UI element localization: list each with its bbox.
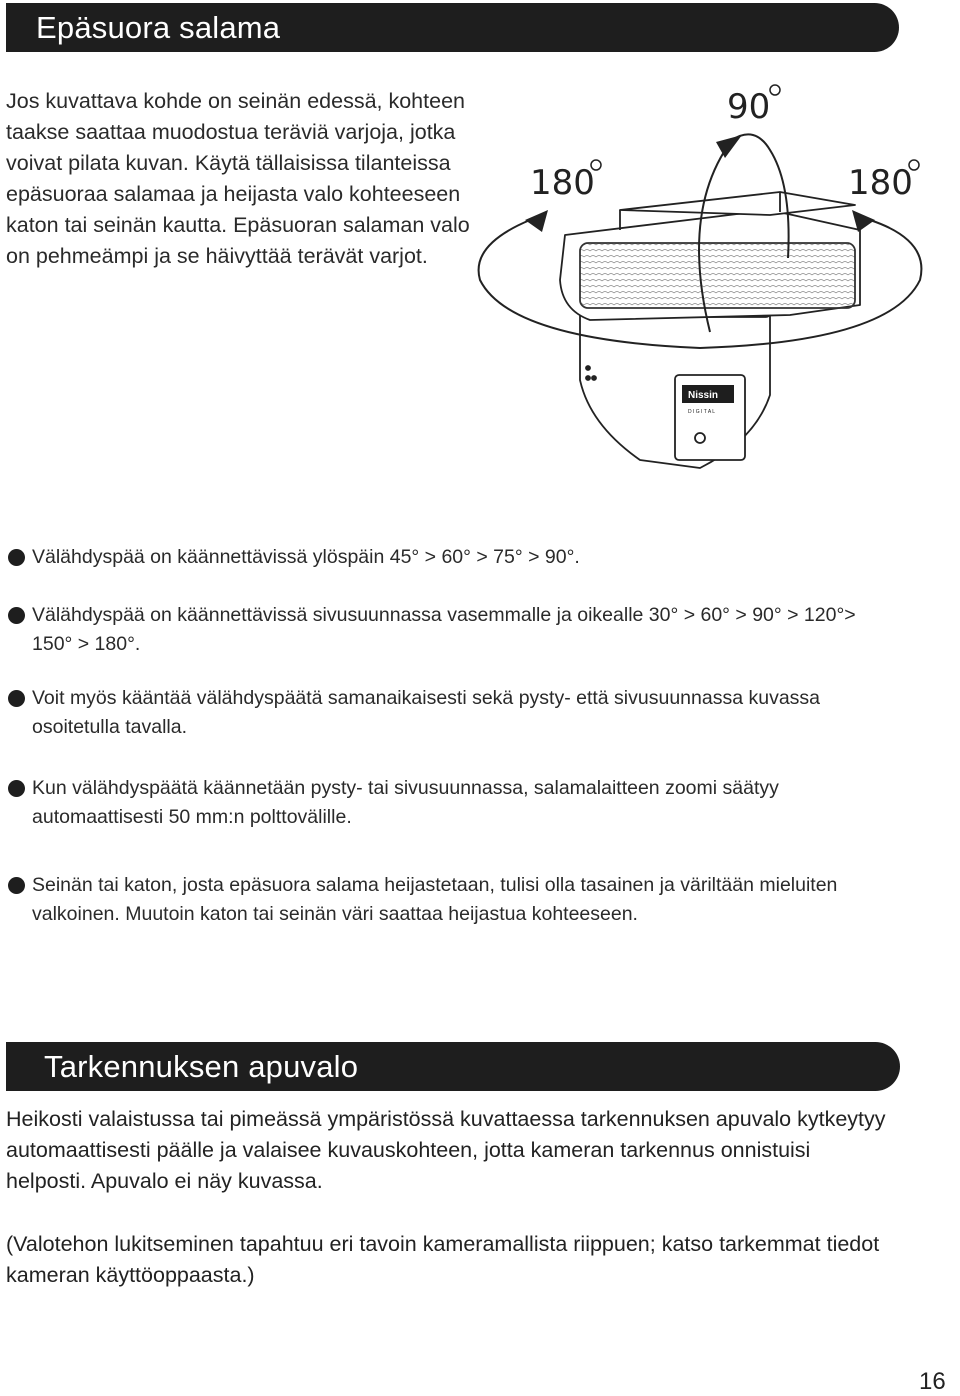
list-item: Kun välähdyspäätä käännetään pysty- tai sivusuunnassa, salamalaitteen zoomi säätyy automaattisesti 50 mm:n polttovälille. [8,774,882,832]
arrow-head-left [525,210,548,232]
label-90-degrees: 90 [727,87,771,127]
af-assist-note: (Valotehon lukitseminen tapahtuu eri tavoin kameramallista riippuen; katso tarkemmat tiedot kameran käyttöoppaasta.) [6,1232,880,1287]
section-title-af-assist [6,1042,900,1091]
section-title-text: Epäsuora salama [36,9,281,45]
label-180-right: 180 [848,163,913,203]
arrow-head-up [716,135,742,158]
bullet-icon [8,549,25,566]
flash-rotation-diagram [470,80,930,480]
section-title-bounce-flash [6,3,899,52]
list-item: Välähdyspää on käännettävissä sivusuunnassa vasemmalle ja oikealle 30° > 60° > 90° > 120°> 150° > 180°. [8,601,882,659]
page-number: 16 [919,1368,946,1395]
section-title-text: Tarkennuksen apuvalo [44,1048,359,1084]
list-item: Seinän tai katon, josta epäsuora salama heijastetaan, tulisi olla tasainen ja väriltään mieluiten valkoinen. Muutoin katon tai seinän väri saattaa heijastua kohteeseen. [8,871,882,929]
brand-logo-text: Nissin [688,390,719,401]
bullet-icon [8,780,25,797]
bullet-icon [8,607,25,624]
brand-sub-text: D I G I T A L [688,409,716,415]
intro-paragraph: Jos kuvattava kohde on seinän edessä, kohteen taakse saattaa muodostua teräviä varjoja, jotka voivat pilata kuvan. Käytä tällaisissa tilanteissa epäsuoraa salamaa ja heijasta valo kohteeseen katon tai seinän kautta. Epäsuoran salaman valo on pehmeämpi ja se häivyttää terävät varjot. [6,89,470,268]
label-180-left: 180 [530,163,595,203]
bullet-icon [8,690,25,707]
bullet-icon [8,877,25,894]
list-item: Välähdyspää on käännettävissä ylöspäin 45° > 60° > 75° > 90°. [8,543,882,572]
af-assist-paragraph: Heikosti valaistussa tai pimeässä ympäristössä kuvattaessa tarkennuksen apuvalo kytkeytyy automaattisesti päälle ja valaisee kuvauskohteen, jotta kameran tarkennus onnistuisi helposti. Apuvalo ei näy kuvassa. [6,1107,886,1193]
list-item: Voit myös kääntää välähdyspäätä samanaikaisesti sekä pysty- että sivusuunnassa kuvassa osoitetulla tavalla. [8,684,882,742]
